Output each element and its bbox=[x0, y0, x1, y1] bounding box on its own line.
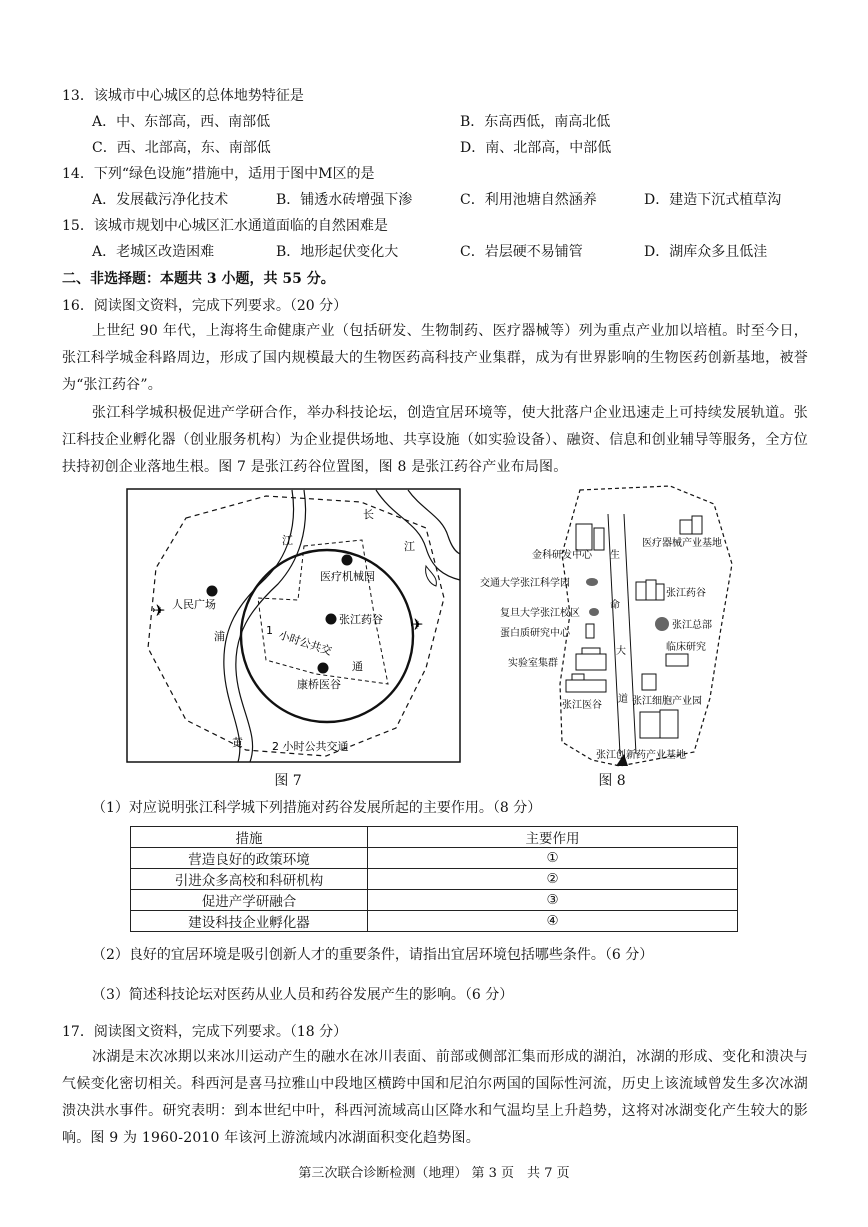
fig8-building-yiliao bbox=[680, 520, 692, 534]
table-cell-measure: 营造良好的政策环境 bbox=[131, 848, 368, 869]
table-cell-measure: 引进众多高校和科研机构 bbox=[131, 869, 368, 890]
q13-stem: 13．该城市中心城区的总体地势特征是 bbox=[62, 88, 304, 104]
fig8-label-yiliao-base: 医疗器械产业基地 bbox=[642, 538, 722, 549]
fig8-label-jinke: 金科研发中心 bbox=[532, 550, 592, 561]
fig8-label-sheng: 生 bbox=[610, 550, 620, 561]
table-header-row bbox=[131, 827, 738, 848]
fig8-building-jinke-2 bbox=[594, 528, 604, 550]
fig7-point-zhangjiang bbox=[326, 614, 337, 625]
q16-sub3: （3）简述科技论坛对医药从业人员和药谷发展产生的影响。（6 分） bbox=[92, 987, 514, 1003]
page-footer: 第三次联合诊断检测（地理） 第 3 页 共 7 页 bbox=[298, 1166, 570, 1181]
q14-option-b: B．铺透水砖增强下渗 bbox=[276, 192, 413, 208]
q16-sub2: （2）良好的宜居环境是吸引创新人才的重要条件，请指出宜居环境包括哪些条件。（6 分） bbox=[92, 947, 654, 963]
fig7-label-renmin: 人民广场 bbox=[172, 598, 216, 611]
fig7-label-chang: 长 bbox=[363, 508, 374, 521]
q16-stem: 16．阅读图文资料，完成下列要求。（20 分） bbox=[62, 298, 348, 314]
fig7-point-kangqiao bbox=[318, 663, 329, 674]
figure-8-layout bbox=[470, 484, 750, 770]
fig7-label-one-hour-b: 小时公共交 bbox=[277, 628, 334, 658]
table-row bbox=[131, 848, 738, 869]
table-header-measure: 措施 bbox=[131, 827, 368, 848]
fig8-marker-fudan bbox=[589, 608, 599, 616]
figure-8-caption: 图 8 bbox=[598, 773, 626, 789]
q14-option-c: C．利用池塘自然涵养 bbox=[460, 192, 597, 208]
fig7-label-two-hour: 2 小时公共交通 bbox=[272, 740, 349, 753]
fig8-marker-hq bbox=[655, 617, 669, 631]
fig8-building-linchuang bbox=[666, 654, 688, 666]
table-cell-effect: ④ bbox=[368, 911, 738, 932]
table-cell-effect: ③ bbox=[368, 890, 738, 911]
fig8-label-chuangxin: 张江创新药产业基地 bbox=[596, 750, 686, 761]
table-header-effect: 主要作用 bbox=[368, 827, 738, 848]
fig7-label-jiang-2: 江 bbox=[282, 534, 293, 547]
measures-table bbox=[130, 826, 738, 932]
fig8-building-yaogu-2 bbox=[646, 580, 656, 600]
q13-option-d: D．南、北部高，中部低 bbox=[460, 140, 612, 156]
table-cell-effect: ② bbox=[368, 869, 738, 890]
q14-option-a: A．发展截污净化技术 bbox=[92, 192, 229, 208]
table-cell-measure: 促进产学研融合 bbox=[131, 890, 368, 911]
fig7-label-jiang-1: 江 bbox=[404, 540, 415, 553]
q14-stem: 14．下列“绿色设施”措施中，适用于图中M区的是 bbox=[62, 166, 375, 182]
fig8-label-hq: 张江总部 bbox=[672, 620, 712, 631]
fig8-building-chuangxin-2 bbox=[660, 710, 678, 738]
fig8-building-xibao bbox=[642, 674, 656, 690]
fig8-marker-jiaoda bbox=[586, 578, 598, 586]
fig7-label-huang: 黄 bbox=[232, 736, 243, 749]
q17-stem: 17．阅读图文资料，完成下列要求。（18 分） bbox=[62, 1024, 348, 1040]
fig8-building-jinke bbox=[576, 524, 592, 550]
fig8-building-yaogu-1 bbox=[636, 582, 646, 600]
section-heading: 二、非选择题：本题共 3 小题，共 55 分。 bbox=[62, 271, 335, 287]
fig8-label-linchuang: 临床研究 bbox=[666, 642, 706, 653]
q16-paragraph-2: 张江科学城积极促进产学研合作，举办科技论坛，创造宜居环境等，使大批落户企业迅速走上可持续发展轨道。张江科技企业孵化器（创业服务机构）为企业提供场地、共享设施（如实验设备）、融资、信息和创业辅导等服务，全方位扶持初创企业落地生根。图 7 是张江药谷位置图，图 8 是张江药谷产业布局图。 bbox=[62, 405, 808, 475]
figure-7-caption: 图 7 bbox=[274, 773, 302, 789]
fig8-label-ming: 命 bbox=[610, 600, 620, 611]
fig8-road-right bbox=[624, 514, 636, 754]
table-row bbox=[131, 890, 738, 911]
q14-option-d: D．建造下沉式植草沟 bbox=[644, 192, 782, 208]
q15-option-d: D．湖库众多且低洼 bbox=[644, 244, 768, 260]
fig7-label-pu: 浦 bbox=[214, 630, 225, 643]
table-cell-effect: ① bbox=[368, 848, 738, 869]
fig8-label-shiyanshi: 实验室集群 bbox=[508, 658, 558, 669]
fig8-label-fudan: 复旦大学张江校区 bbox=[500, 608, 580, 619]
fig8-building-shiyanshi bbox=[576, 654, 606, 670]
fig8-building-chuangxin-1 bbox=[640, 712, 660, 738]
q16-sub1: （1）对应说明张江科学城下列措施对药谷发展所起的主要作用。（8 分） bbox=[92, 800, 542, 816]
fig7-point-renmin bbox=[207, 586, 218, 597]
fig8-building-yaogu-3 bbox=[656, 584, 664, 600]
fig8-building-danbai bbox=[586, 624, 594, 638]
fig7-label-yiliao: 医疗机械园 bbox=[320, 570, 375, 583]
fig8-label-da: 大 bbox=[616, 646, 626, 657]
fig8-label-danbai: 蛋白质研究中心 bbox=[500, 628, 570, 639]
q15-option-c: C．岩层硬不易铺管 bbox=[460, 244, 583, 260]
fig8-label-jiaoda: 交通大学张江科学园 bbox=[480, 578, 570, 589]
table-cell-measure: 建设科技企业孵化器 bbox=[131, 911, 368, 932]
fig7-point-yiliao bbox=[342, 555, 353, 566]
fig8-label-yigu: 张江医谷 bbox=[562, 700, 602, 711]
q13-option-b: B．东高西低，南高北低 bbox=[460, 114, 611, 130]
q16-paragraph-1: 上世纪 90 年代，上海将生命健康产业（包括研发、生物制药、医疗器械等）列为重点产业加以培植。时至今日，张江科学城金科路周边，形成了国内规模最大的生物医药高科技产业集群，成为有世界影响的生物医药创新基地，被誉为“张江药谷”。 bbox=[62, 323, 808, 393]
table-row bbox=[131, 869, 738, 890]
fig7-label-zhangjiang: 张江药谷 bbox=[339, 613, 383, 626]
q17-paragraph-1: 冰湖是末次冰期以来冰川运动产生的融水在冰川表面、前部或侧部汇集而形成的湖泊，冰湖的形成、变化和溃决与气候变化密切相关。科西河是喜马拉雅山中段地区横跨中国和尼泊尔两国的国际性河流，历史上该流域曾发生多次冰湖溃决洪水事件。研究表明：到本世纪中叶，科西河流域高山区降水和气温均呈上升趋势，这将对冰湖变化产生较大的影响。图 9 为 1960-2010 年该河上游流域内冰湖面积变化趋势图。 bbox=[62, 1049, 808, 1146]
fig8-label-dao: 道 bbox=[618, 694, 628, 705]
q13-option-a: A．中、东部高，西、南部低 bbox=[92, 114, 271, 130]
q13-option-c: C．西、北部高，东、南部低 bbox=[92, 140, 271, 156]
fig8-building-yigu bbox=[566, 680, 606, 692]
fig7-label-kangqiao: 康桥医谷 bbox=[297, 678, 341, 691]
fig7-label-one-hour-a: 1 bbox=[266, 624, 273, 637]
fig8-building-yiliao-2 bbox=[692, 516, 702, 534]
airplane-icon: ✈ bbox=[152, 601, 166, 620]
figure-7-map bbox=[126, 488, 462, 764]
fig8-building-yigu-roof bbox=[572, 674, 584, 680]
fig8-building-shiyanshi-roof bbox=[582, 648, 600, 654]
fig8-label-xibao: 张江细胞产业园 bbox=[632, 696, 702, 707]
airplane-icon: ✈ bbox=[410, 615, 424, 634]
q15-option-b: B．地形起伏变化大 bbox=[276, 244, 399, 260]
q15-stem: 15．该城市规划中心城区汇水通道面临的自然困难是 bbox=[62, 218, 388, 234]
table-row bbox=[131, 911, 738, 932]
q15-option-a: A．老城区改造困难 bbox=[92, 244, 215, 260]
fig8-label-yaogu: 张江药谷 bbox=[666, 588, 706, 599]
fig7-label-one-hour-c: 通 bbox=[352, 660, 363, 673]
